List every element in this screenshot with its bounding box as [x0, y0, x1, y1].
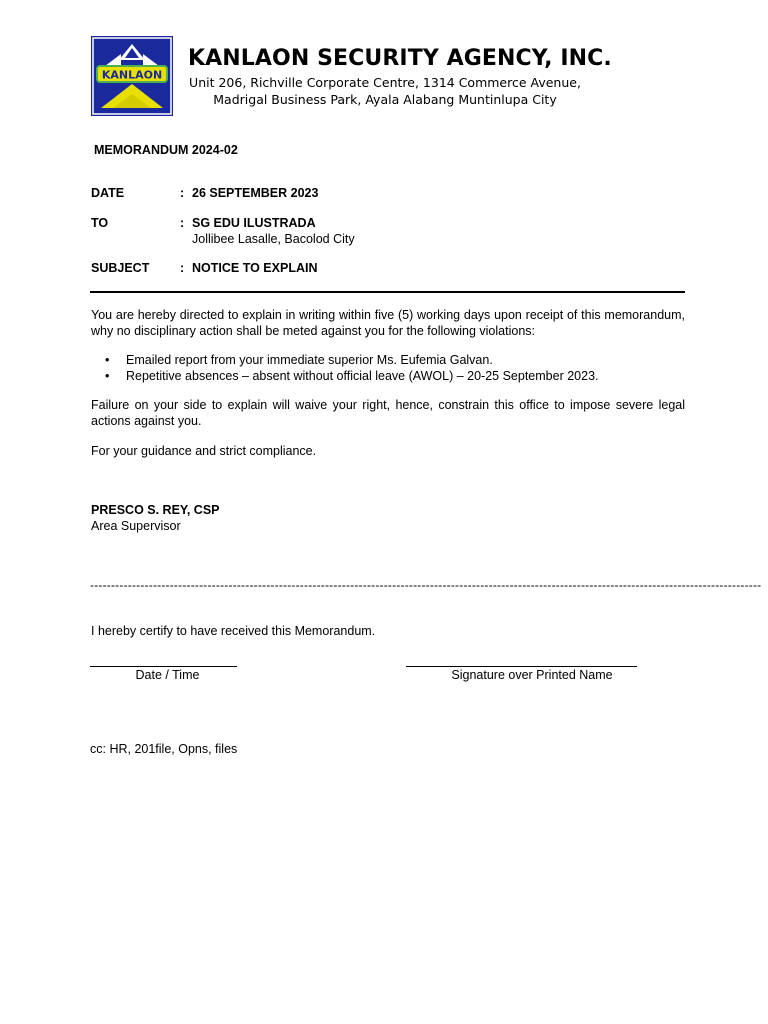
closing-paragraph: For your guidance and strict compliance.: [91, 444, 317, 458]
to-value: SG EDU ILUSTRADA: [192, 216, 316, 230]
signature-caption: Signature over Printed Name: [451, 668, 613, 682]
list-item: [91, 352, 685, 368]
name-signature-line: [406, 666, 637, 667]
cc-line: cc: HR, 201file, Opns, files: [90, 742, 238, 756]
address-line-1: Unit 206, Richville Corporate Centre, 1314 Commerce Avenue,: [189, 75, 581, 90]
header-divider: [90, 291, 685, 293]
certify-text: I hereby certify to have received this Memorandum.: [91, 624, 376, 638]
signatory-name: PRESCO S. REY, CSP: [91, 503, 220, 517]
dashed-separator: ----------------------------------------------------------------------------------------------------------------------------------------------------------------: [90, 578, 762, 592]
logo-text: KANLAON: [101, 68, 163, 82]
company-name: KANLAON SECURITY AGENCY, INC.: [188, 46, 612, 71]
memo-number: MEMORANDUM 2024-02: [94, 143, 238, 157]
subject-label: SUBJECT: [91, 261, 150, 275]
violations-list: [91, 352, 685, 384]
to-label: TO: [91, 216, 109, 230]
list-item: [91, 368, 685, 384]
violation-text: Emailed report from your immediate superior Ms. Eufemia Galvan.: [126, 353, 493, 367]
kanlaon-logo: [91, 36, 173, 116]
intro-paragraph: You are hereby directed to explain in writing within five (5) working days upon receipt of this memorandum, why no disciplinary action shall be meted against you for the following violations:: [91, 308, 685, 338]
date-label: DATE: [91, 186, 125, 200]
subject-value: NOTICE TO EXPLAIN: [192, 261, 318, 275]
signatory-title: Area Supervisor: [91, 519, 181, 533]
bullet-icon: •: [105, 353, 110, 367]
to-location: Jollibee Lasalle, Bacolod City: [192, 232, 355, 246]
violation-text: Repetitive absences – absent without official leave (AWOL) – 20-25 September 2023.: [126, 369, 599, 383]
address-line-2: Madrigal Business Park, Ayala Alabang Muntinlupa City: [213, 92, 557, 107]
bullet-icon: •: [105, 369, 110, 383]
subject-colon: :: [180, 261, 185, 275]
date-time-caption: Date / Time: [135, 668, 200, 682]
date-value: 26 SEPTEMBER 2023: [192, 186, 319, 200]
to-colon: :: [180, 216, 185, 230]
date-signature-line: [90, 666, 237, 667]
date-colon: :: [180, 186, 185, 200]
warning-paragraph: Failure on your side to explain will waive your right, hence, constrain this office to impose severe legal actions against you.: [91, 398, 685, 428]
